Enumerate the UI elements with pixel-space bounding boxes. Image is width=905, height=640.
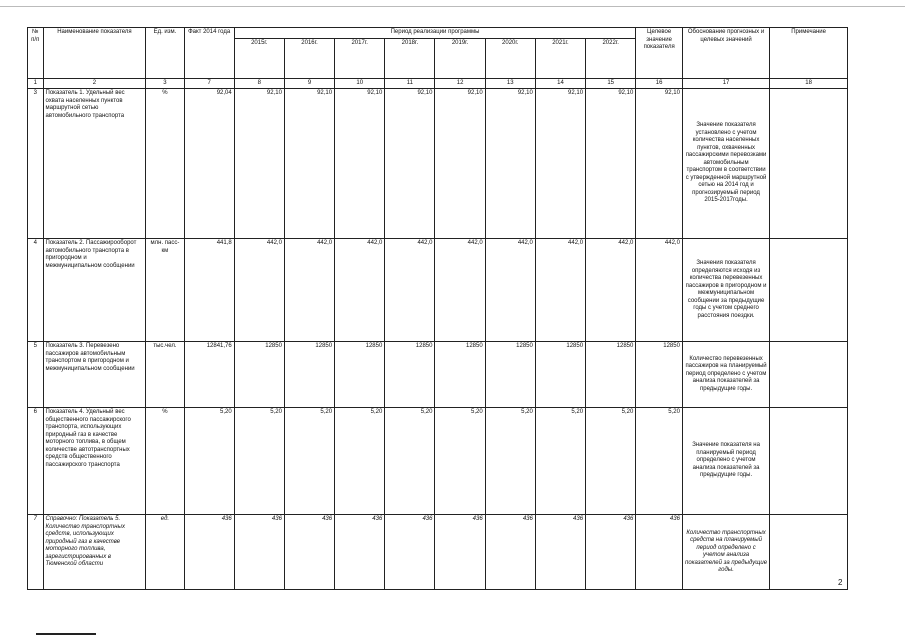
row-value: 5,20: [335, 408, 385, 515]
row-target: 92,10: [636, 89, 683, 239]
column-number: 9: [284, 78, 334, 89]
row-fact: 5,20: [184, 408, 234, 515]
column-number: 1: [28, 78, 44, 89]
row-value: 5,20: [586, 408, 636, 515]
row-no: 4: [28, 239, 44, 342]
row-value: 12850: [586, 342, 636, 408]
row-no: 5: [28, 342, 44, 408]
row-justification: Значение показателя на планируемый период определено с учетом анализа показателей за предыдущие годы.: [682, 408, 769, 515]
header-year: 2019г.: [435, 38, 485, 78]
row-value: 92,10: [485, 89, 535, 239]
row-note: [770, 239, 848, 342]
header-year: 2015г.: [234, 38, 284, 78]
row-value: 12850: [335, 342, 385, 408]
row-justification: Значения показателя определяются исходя из количества перевезенных пассажиров в пригородном и межмуниципальном сообщении за предыдущие годы с учетом среднего расстояния поездки.: [682, 239, 769, 342]
row-name: Показатель 3. Перевезено пассажиров автомобильным транспортом в пригородном и межмуниципальном сообщении: [43, 342, 146, 408]
row-value: 436: [435, 515, 485, 590]
row-value: 436: [234, 515, 284, 590]
row-justification: Количество перевезенных пассажиров на планируемый период определено с учетом анализа показателей за предыдущие годы.: [682, 342, 769, 408]
row-justification: Количество транспортных средств на планируемый период определено с учетом анализа показателей за предыдущие годы.: [682, 515, 769, 590]
row-fact: 441,8: [184, 239, 234, 342]
table-row: [28, 515, 848, 590]
column-number: 10: [335, 78, 385, 89]
header-year: 2017г.: [335, 38, 385, 78]
row-value: 12850: [485, 342, 535, 408]
header-fact-2014: Факт 2014 года: [184, 28, 234, 79]
row-name: Показатель 1. Удельный вес охвата населенных пунктов маршрутной сетью автомобильного транспорта: [43, 89, 146, 239]
row-value: 442,0: [234, 239, 284, 342]
header-name: Наименование показателя: [43, 28, 146, 79]
scan-top-line: [0, 6, 905, 7]
header-year: 2021г.: [535, 38, 585, 78]
column-number: 3: [146, 78, 184, 89]
row-value: 92,10: [586, 89, 636, 239]
column-number: 2: [43, 78, 146, 89]
header-period: Период реализации программы: [234, 28, 636, 39]
column-number: 18: [770, 78, 848, 89]
row-value: 92,10: [284, 89, 334, 239]
header-year: 2016г.: [284, 38, 334, 78]
indicators-table: [27, 27, 848, 590]
row-value: 442,0: [586, 239, 636, 342]
row-value: 92,10: [234, 89, 284, 239]
row-value: 92,10: [335, 89, 385, 239]
footnote-rule: [36, 633, 96, 635]
row-value: 12850: [234, 342, 284, 408]
row-value: 12850: [284, 342, 334, 408]
row-name: Показатель 4. Удельный вес общественного пассажирского транспорта, использующих природный газ в качестве моторного топлива, в общем количестве автотранспортных средств общественного пассажирского транспорта: [43, 408, 146, 515]
header-note: Примечание: [770, 28, 848, 79]
column-number: 15: [586, 78, 636, 89]
row-note: [770, 515, 848, 590]
table-row: [28, 342, 848, 408]
row-value: 442,0: [335, 239, 385, 342]
header-justification: Обоснование прогнозных и целевых значений: [682, 28, 769, 79]
row-value: 442,0: [385, 239, 435, 342]
row-no: 6: [28, 408, 44, 515]
row-value: 5,20: [385, 408, 435, 515]
row-value: 5,20: [284, 408, 334, 515]
row-value: 92,10: [385, 89, 435, 239]
row-value: 5,20: [234, 408, 284, 515]
row-value: 436: [535, 515, 585, 590]
row-unit: %: [146, 89, 184, 239]
row-value: 12850: [435, 342, 485, 408]
row-value: 92,10: [435, 89, 485, 239]
row-value: 442,0: [284, 239, 334, 342]
column-number: 16: [636, 78, 683, 89]
row-value: 436: [586, 515, 636, 590]
row-value: 442,0: [485, 239, 535, 342]
row-unit: ед.: [146, 515, 184, 590]
row-value: 436: [385, 515, 435, 590]
row-target: 5,20: [636, 408, 683, 515]
row-value: 442,0: [535, 239, 585, 342]
row-note: [770, 408, 848, 515]
column-number: 13: [485, 78, 535, 89]
column-number: 7: [184, 78, 234, 89]
header-no: № п/п: [28, 28, 44, 79]
table-row: [28, 239, 848, 342]
row-unit: %: [146, 408, 184, 515]
row-value: 12850: [535, 342, 585, 408]
row-value: 12850: [385, 342, 435, 408]
row-fact: 12841,76: [184, 342, 234, 408]
header-unit: Ед. изм.: [146, 28, 184, 79]
row-value: 436: [284, 515, 334, 590]
row-fact: 92,04: [184, 89, 234, 239]
table-row: [28, 408, 848, 515]
header-target: Целевое значение показателя: [636, 28, 683, 79]
column-number: 11: [385, 78, 435, 89]
column-number: 14: [535, 78, 585, 89]
table-row: [28, 89, 848, 239]
row-value: 92,10: [535, 89, 585, 239]
row-value: 442,0: [435, 239, 485, 342]
row-name: Показатель 2. Пассажирооборот автомобильного транспорта в пригородном и межмуниципальном сообщении: [43, 239, 146, 342]
header-year: 2022г.: [586, 38, 636, 78]
row-target: 436: [636, 515, 683, 590]
row-fact: 436: [184, 515, 234, 590]
page-number: 2: [838, 578, 843, 587]
row-unit: млн. пасс-км: [146, 239, 184, 342]
row-value: 436: [335, 515, 385, 590]
row-unit: тыс.чел.: [146, 342, 184, 408]
row-name: Справочно: Показатель 5. Количество транспортных средств, использующих природный газ в качестве моторного топлива, зарегистрированных в Тюменской области: [43, 515, 146, 590]
header-year: 2018г.: [385, 38, 435, 78]
row-value: 436: [485, 515, 535, 590]
row-value: 5,20: [485, 408, 535, 515]
row-value: 5,20: [535, 408, 585, 515]
row-justification: Значение показателя установлено с учетом количества населенных пунктов, охваченных пассажирскими перевозками автомобильным транспортом в соответствии с утвержденной маршрутной сетью на 2014 год и прогнозируемый период 2015-2017годы.: [682, 89, 769, 239]
row-note: [770, 89, 848, 239]
row-note: [770, 342, 848, 408]
row-value: 5,20: [435, 408, 485, 515]
column-numbers-row: [28, 78, 848, 89]
column-number: 12: [435, 78, 485, 89]
row-target: 442,0: [636, 239, 683, 342]
header-year: 2020г.: [485, 38, 535, 78]
row-no: 3: [28, 89, 44, 239]
column-number: 17: [682, 78, 769, 89]
row-target: 12850: [636, 342, 683, 408]
row-no: 7: [28, 515, 44, 590]
column-number: 8: [234, 78, 284, 89]
